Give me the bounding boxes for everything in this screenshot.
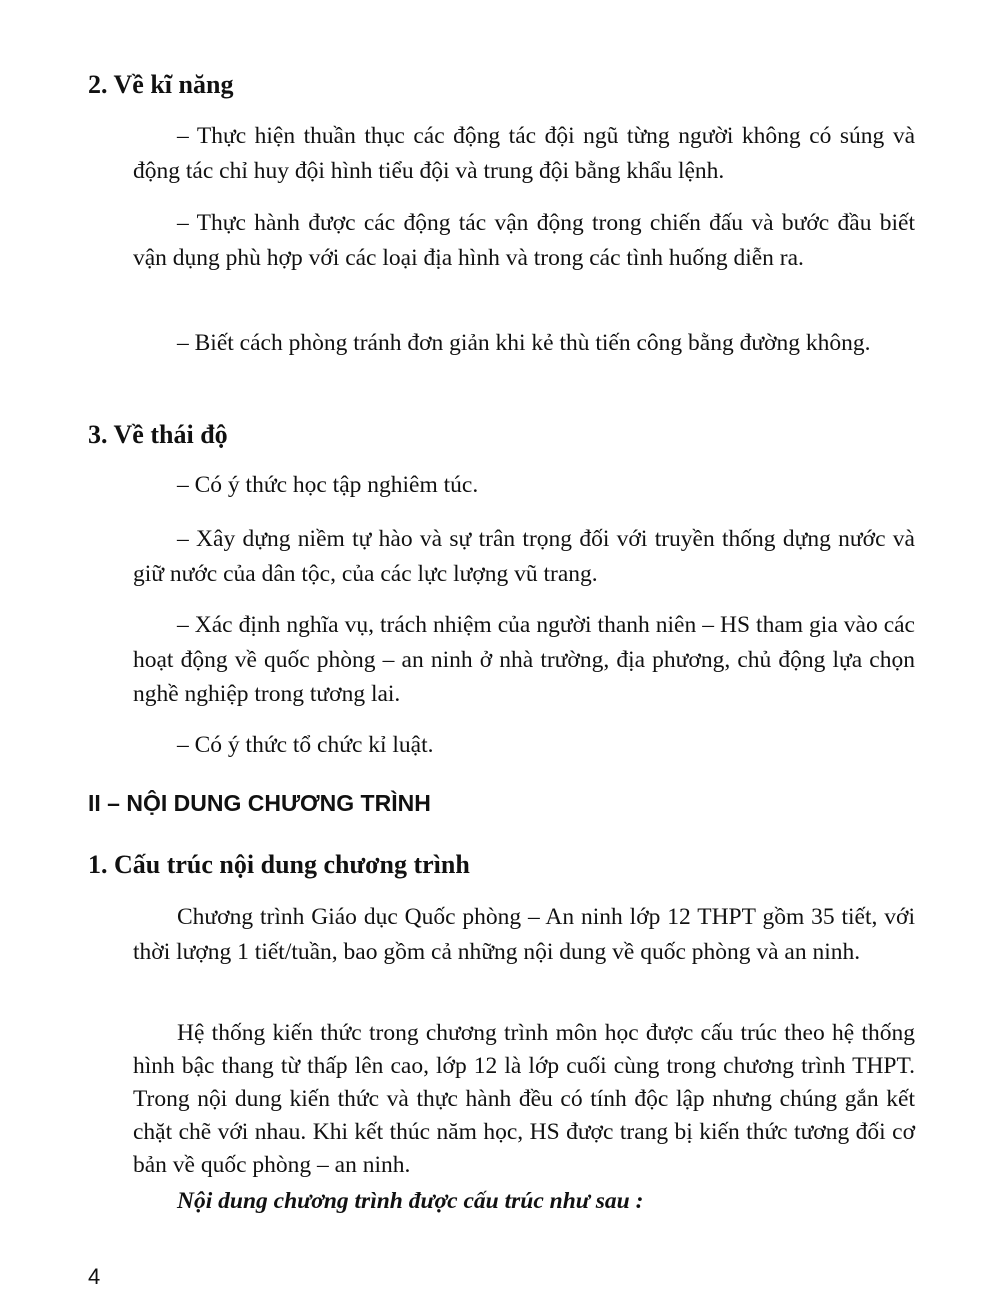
skills-item-1: – Thực hiện thuần thục các động tác đội ngũ từng người không có súng và động tác chỉ huy đội hình tiểu đội và trung đội bằng khẩu lệnh. (133, 123, 915, 184)
skills-item-3: – Biết cách phòng tránh đơn giản khi kẻ thù tiến công bằng đường không. (177, 330, 871, 356)
attitude-item-4: – Có ý thức tổ chức kỉ luật. (177, 732, 434, 758)
attitude-item-3: – Xác định nghĩa vụ, trách nhiệm của người thanh niên – HS tham gia vào các hoạt động về quốc phòng – an ninh ở nhà trường, địa phương, chủ động lựa chọn nghề nghiệp trong tương lai. (133, 612, 915, 707)
program-paragraph-2: Hệ thống kiến thức trong chương trình môn học được cấu trúc theo hệ thống hình bậc thang từ thấp lên cao, lớp 12 là lớp cuối cùng trong chương trình THPT. Trong nội dung kiến thức và thực hành đều có tính độc lập nhưng chúng gắn kết chặt chẽ với nhau. Khi kết thúc năm học, HS được trang bị kiến thức tương đối cơ bản về quốc phòng – an ninh. (133, 1020, 915, 1178)
skills-item-2: – Thực hành được các động tác vận động trong chiến đấu và bước đầu biết vận dụng phù hợp với các loại địa hình và trong các tình huống diễn ra. (133, 210, 915, 271)
section-heading-program: II – NỘI DUNG CHƯƠNG TRÌNH (88, 790, 431, 816)
heading-attitude: 3. Về thái độ (88, 420, 228, 449)
attitude-item-2: – Xây dựng niềm tự hào và sự trân trọng đối với truyền thống dựng nước và giữ nước của dân tộc, của các lực lượng vũ trang. (133, 526, 915, 587)
heading-skills: 2. Về kĩ năng (88, 70, 234, 99)
heading-program-structure: 1. Cấu trúc nội dung chương trình (88, 850, 470, 879)
attitude-item-1: – Có ý thức học tập nghiêm túc. (177, 472, 479, 498)
program-paragraph-1: Chương trình Giáo dục Quốc phòng – An ninh lớp 12 THPT gồm 35 tiết, với thời lượng 1 tiết/tuần, bao gồm cả những nội dung về quốc phòng và an ninh. (133, 904, 915, 965)
structure-intro: Nội dung chương trình được cấu trúc như sau : (177, 1188, 644, 1214)
page-number: 4 (88, 1264, 101, 1289)
